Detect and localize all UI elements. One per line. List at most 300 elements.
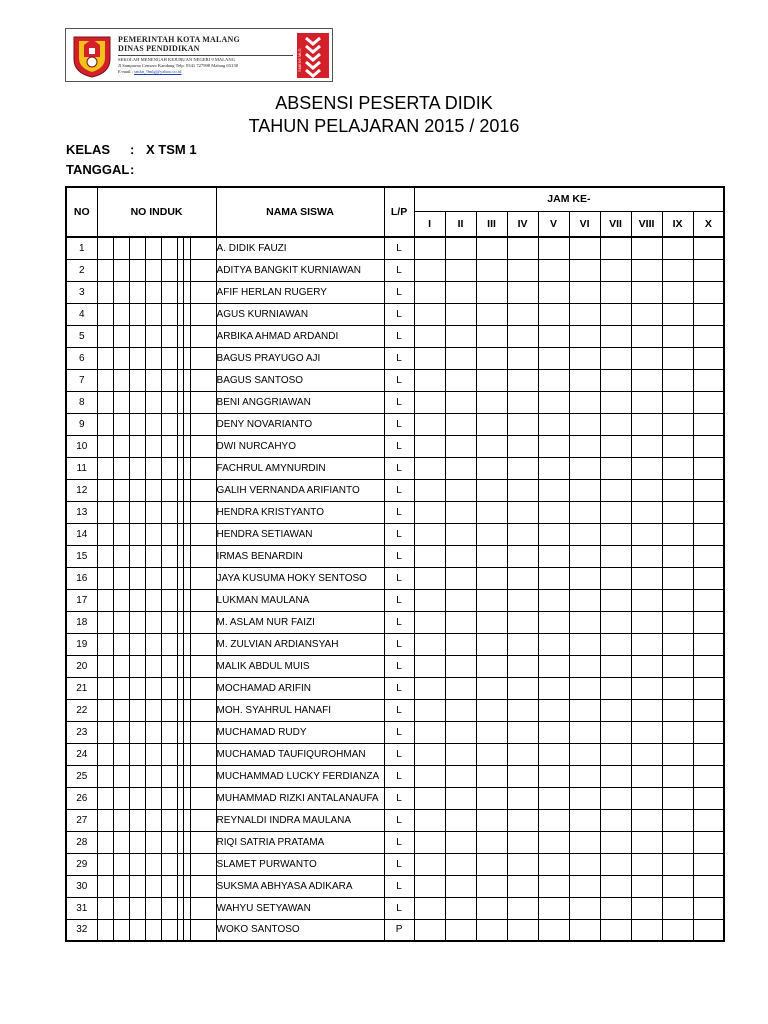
no-induk-digit-cell[interactable] xyxy=(129,523,145,545)
no-induk-digit-cell[interactable] xyxy=(161,523,177,545)
attendance-cell-jam-6[interactable] xyxy=(569,413,600,435)
no-induk-digit-cell[interactable] xyxy=(113,633,129,655)
no-induk-digit-cell[interactable] xyxy=(183,479,190,501)
attendance-cell-jam-5[interactable] xyxy=(538,633,569,655)
attendance-cell-jam-2[interactable] xyxy=(445,391,476,413)
attendance-cell-jam-6[interactable] xyxy=(569,523,600,545)
attendance-cell-jam-7[interactable] xyxy=(600,303,631,325)
no-induk-digit-cell[interactable] xyxy=(183,743,190,765)
no-induk-digit-cell[interactable] xyxy=(145,721,161,743)
no-induk-digit-cell[interactable] xyxy=(129,303,145,325)
no-induk-digit-cell[interactable] xyxy=(161,875,177,897)
attendance-cell-jam-10[interactable] xyxy=(693,809,724,831)
attendance-cell-jam-8[interactable] xyxy=(631,611,662,633)
attendance-cell-jam-6[interactable] xyxy=(569,259,600,281)
no-induk-digit-cell[interactable] xyxy=(161,787,177,809)
no-induk-digit-cell[interactable] xyxy=(129,721,145,743)
attendance-cell-jam-5[interactable] xyxy=(538,743,569,765)
attendance-cell-jam-9[interactable] xyxy=(662,853,693,875)
no-induk-digit-cell[interactable] xyxy=(190,787,216,809)
no-induk-digit-cell[interactable] xyxy=(183,765,190,787)
no-induk-digit-cell[interactable] xyxy=(145,325,161,347)
attendance-cell-jam-4[interactable] xyxy=(507,237,538,259)
no-induk-digit-cell[interactable] xyxy=(113,809,129,831)
no-induk-digit-cell[interactable] xyxy=(113,545,129,567)
no-induk-digit-cell[interactable] xyxy=(183,237,190,259)
no-induk-digit-cell[interactable] xyxy=(129,413,145,435)
attendance-cell-jam-10[interactable] xyxy=(693,325,724,347)
attendance-cell-jam-7[interactable] xyxy=(600,457,631,479)
attendance-cell-jam-1[interactable] xyxy=(414,391,445,413)
attendance-cell-jam-2[interactable] xyxy=(445,567,476,589)
no-induk-digit-cell[interactable] xyxy=(183,831,190,853)
no-induk-digit-cell[interactable] xyxy=(129,655,145,677)
no-induk-digit-cell[interactable] xyxy=(129,677,145,699)
no-induk-digit-cell[interactable] xyxy=(190,831,216,853)
attendance-cell-jam-3[interactable] xyxy=(476,897,507,919)
attendance-cell-jam-7[interactable] xyxy=(600,831,631,853)
attendance-cell-jam-1[interactable] xyxy=(414,259,445,281)
attendance-cell-jam-3[interactable] xyxy=(476,435,507,457)
attendance-cell-jam-6[interactable] xyxy=(569,237,600,259)
no-induk-digit-cell[interactable] xyxy=(129,897,145,919)
no-induk-digit-cell[interactable] xyxy=(183,259,190,281)
no-induk-digit-cell[interactable] xyxy=(190,765,216,787)
attendance-cell-jam-1[interactable] xyxy=(414,413,445,435)
no-induk-digit-cell[interactable] xyxy=(97,413,113,435)
attendance-cell-jam-10[interactable] xyxy=(693,391,724,413)
no-induk-digit-cell[interactable] xyxy=(97,391,113,413)
attendance-cell-jam-8[interactable] xyxy=(631,413,662,435)
no-induk-digit-cell[interactable] xyxy=(190,281,216,303)
no-induk-digit-cell[interactable] xyxy=(129,809,145,831)
attendance-cell-jam-5[interactable] xyxy=(538,897,569,919)
attendance-cell-jam-7[interactable] xyxy=(600,787,631,809)
attendance-cell-jam-8[interactable] xyxy=(631,457,662,479)
attendance-cell-jam-5[interactable] xyxy=(538,435,569,457)
attendance-cell-jam-7[interactable] xyxy=(600,281,631,303)
attendance-cell-jam-5[interactable] xyxy=(538,765,569,787)
no-induk-digit-cell[interactable] xyxy=(129,435,145,457)
attendance-cell-jam-3[interactable] xyxy=(476,919,507,941)
attendance-cell-jam-1[interactable] xyxy=(414,303,445,325)
attendance-cell-jam-1[interactable] xyxy=(414,765,445,787)
no-induk-digit-cell[interactable] xyxy=(145,875,161,897)
no-induk-digit-cell[interactable] xyxy=(161,655,177,677)
no-induk-digit-cell[interactable] xyxy=(161,479,177,501)
attendance-cell-jam-5[interactable] xyxy=(538,413,569,435)
no-induk-digit-cell[interactable] xyxy=(129,545,145,567)
no-induk-digit-cell[interactable] xyxy=(183,677,190,699)
no-induk-digit-cell[interactable] xyxy=(113,721,129,743)
attendance-cell-jam-3[interactable] xyxy=(476,457,507,479)
attendance-cell-jam-1[interactable] xyxy=(414,831,445,853)
no-induk-digit-cell[interactable] xyxy=(113,435,129,457)
attendance-cell-jam-5[interactable] xyxy=(538,457,569,479)
attendance-cell-jam-9[interactable] xyxy=(662,721,693,743)
attendance-cell-jam-10[interactable] xyxy=(693,897,724,919)
attendance-cell-jam-2[interactable] xyxy=(445,545,476,567)
no-induk-digit-cell[interactable] xyxy=(97,589,113,611)
attendance-cell-jam-7[interactable] xyxy=(600,721,631,743)
no-induk-digit-cell[interactable] xyxy=(161,237,177,259)
no-induk-digit-cell[interactable] xyxy=(97,677,113,699)
attendance-cell-jam-3[interactable] xyxy=(476,677,507,699)
attendance-cell-jam-10[interactable] xyxy=(693,765,724,787)
no-induk-digit-cell[interactable] xyxy=(183,875,190,897)
attendance-cell-jam-5[interactable] xyxy=(538,655,569,677)
no-induk-digit-cell[interactable] xyxy=(183,391,190,413)
attendance-cell-jam-6[interactable] xyxy=(569,501,600,523)
attendance-cell-jam-7[interactable] xyxy=(600,391,631,413)
attendance-cell-jam-7[interactable] xyxy=(600,237,631,259)
attendance-cell-jam-1[interactable] xyxy=(414,699,445,721)
no-induk-digit-cell[interactable] xyxy=(161,897,177,919)
attendance-cell-jam-8[interactable] xyxy=(631,325,662,347)
attendance-cell-jam-1[interactable] xyxy=(414,633,445,655)
attendance-cell-jam-1[interactable] xyxy=(414,875,445,897)
attendance-cell-jam-1[interactable] xyxy=(414,457,445,479)
no-induk-digit-cell[interactable] xyxy=(145,897,161,919)
attendance-cell-jam-10[interactable] xyxy=(693,479,724,501)
attendance-cell-jam-5[interactable] xyxy=(538,875,569,897)
attendance-cell-jam-3[interactable] xyxy=(476,633,507,655)
attendance-cell-jam-1[interactable] xyxy=(414,501,445,523)
attendance-cell-jam-9[interactable] xyxy=(662,743,693,765)
attendance-cell-jam-9[interactable] xyxy=(662,281,693,303)
attendance-cell-jam-10[interactable] xyxy=(693,919,724,941)
no-induk-digit-cell[interactable] xyxy=(161,853,177,875)
attendance-cell-jam-7[interactable] xyxy=(600,897,631,919)
no-induk-digit-cell[interactable] xyxy=(129,919,145,941)
attendance-cell-jam-7[interactable] xyxy=(600,699,631,721)
attendance-cell-jam-2[interactable] xyxy=(445,787,476,809)
attendance-cell-jam-8[interactable] xyxy=(631,721,662,743)
no-induk-digit-cell[interactable] xyxy=(183,281,190,303)
attendance-cell-jam-10[interactable] xyxy=(693,457,724,479)
no-induk-digit-cell[interactable] xyxy=(129,347,145,369)
no-induk-digit-cell[interactable] xyxy=(97,853,113,875)
attendance-cell-jam-4[interactable] xyxy=(507,281,538,303)
attendance-cell-jam-7[interactable] xyxy=(600,677,631,699)
no-induk-digit-cell[interactable] xyxy=(113,479,129,501)
attendance-cell-jam-10[interactable] xyxy=(693,259,724,281)
no-induk-digit-cell[interactable] xyxy=(129,787,145,809)
no-induk-digit-cell[interactable] xyxy=(97,435,113,457)
attendance-cell-jam-6[interactable] xyxy=(569,303,600,325)
attendance-cell-jam-2[interactable] xyxy=(445,501,476,523)
attendance-cell-jam-8[interactable] xyxy=(631,391,662,413)
attendance-cell-jam-1[interactable] xyxy=(414,611,445,633)
attendance-cell-jam-10[interactable] xyxy=(693,787,724,809)
attendance-cell-jam-7[interactable] xyxy=(600,347,631,369)
attendance-cell-jam-5[interactable] xyxy=(538,237,569,259)
attendance-cell-jam-2[interactable] xyxy=(445,897,476,919)
attendance-cell-jam-8[interactable] xyxy=(631,259,662,281)
attendance-cell-jam-1[interactable] xyxy=(414,743,445,765)
attendance-cell-jam-5[interactable] xyxy=(538,787,569,809)
attendance-cell-jam-1[interactable] xyxy=(414,435,445,457)
attendance-cell-jam-10[interactable] xyxy=(693,567,724,589)
no-induk-digit-cell[interactable] xyxy=(183,919,190,941)
attendance-cell-jam-4[interactable] xyxy=(507,567,538,589)
no-induk-digit-cell[interactable] xyxy=(190,457,216,479)
attendance-cell-jam-4[interactable] xyxy=(507,787,538,809)
attendance-cell-jam-7[interactable] xyxy=(600,809,631,831)
attendance-cell-jam-8[interactable] xyxy=(631,567,662,589)
no-induk-digit-cell[interactable] xyxy=(190,567,216,589)
attendance-cell-jam-10[interactable] xyxy=(693,721,724,743)
attendance-cell-jam-2[interactable] xyxy=(445,259,476,281)
no-induk-digit-cell[interactable] xyxy=(183,567,190,589)
attendance-cell-jam-4[interactable] xyxy=(507,875,538,897)
attendance-cell-jam-8[interactable] xyxy=(631,545,662,567)
attendance-cell-jam-3[interactable] xyxy=(476,765,507,787)
no-induk-digit-cell[interactable] xyxy=(145,677,161,699)
no-induk-digit-cell[interactable] xyxy=(113,853,129,875)
attendance-cell-jam-5[interactable] xyxy=(538,831,569,853)
attendance-cell-jam-7[interactable] xyxy=(600,875,631,897)
attendance-cell-jam-3[interactable] xyxy=(476,545,507,567)
no-induk-digit-cell[interactable] xyxy=(183,545,190,567)
attendance-cell-jam-9[interactable] xyxy=(662,611,693,633)
no-induk-digit-cell[interactable] xyxy=(183,809,190,831)
no-induk-digit-cell[interactable] xyxy=(113,567,129,589)
no-induk-digit-cell[interactable] xyxy=(145,303,161,325)
attendance-cell-jam-7[interactable] xyxy=(600,589,631,611)
no-induk-digit-cell[interactable] xyxy=(113,831,129,853)
no-induk-digit-cell[interactable] xyxy=(113,743,129,765)
no-induk-digit-cell[interactable] xyxy=(190,677,216,699)
attendance-cell-jam-3[interactable] xyxy=(476,325,507,347)
no-induk-digit-cell[interactable] xyxy=(183,303,190,325)
attendance-cell-jam-8[interactable] xyxy=(631,347,662,369)
no-induk-digit-cell[interactable] xyxy=(129,457,145,479)
attendance-cell-jam-9[interactable] xyxy=(662,677,693,699)
attendance-cell-jam-6[interactable] xyxy=(569,677,600,699)
attendance-cell-jam-9[interactable] xyxy=(662,875,693,897)
no-induk-digit-cell[interactable] xyxy=(183,721,190,743)
attendance-cell-jam-8[interactable] xyxy=(631,633,662,655)
attendance-cell-jam-9[interactable] xyxy=(662,457,693,479)
attendance-cell-jam-3[interactable] xyxy=(476,259,507,281)
no-induk-digit-cell[interactable] xyxy=(113,765,129,787)
attendance-cell-jam-9[interactable] xyxy=(662,897,693,919)
attendance-cell-jam-5[interactable] xyxy=(538,479,569,501)
attendance-cell-jam-3[interactable] xyxy=(476,369,507,391)
attendance-cell-jam-4[interactable] xyxy=(507,853,538,875)
no-induk-digit-cell[interactable] xyxy=(183,611,190,633)
no-induk-digit-cell[interactable] xyxy=(183,523,190,545)
attendance-cell-jam-8[interactable] xyxy=(631,501,662,523)
no-induk-digit-cell[interactable] xyxy=(190,699,216,721)
no-induk-digit-cell[interactable] xyxy=(97,809,113,831)
attendance-cell-jam-5[interactable] xyxy=(538,369,569,391)
attendance-cell-jam-9[interactable] xyxy=(662,633,693,655)
no-induk-digit-cell[interactable] xyxy=(113,347,129,369)
attendance-cell-jam-9[interactable] xyxy=(662,699,693,721)
no-induk-digit-cell[interactable] xyxy=(190,369,216,391)
no-induk-digit-cell[interactable] xyxy=(183,347,190,369)
no-induk-digit-cell[interactable] xyxy=(161,435,177,457)
attendance-cell-jam-3[interactable] xyxy=(476,501,507,523)
no-induk-digit-cell[interactable] xyxy=(145,523,161,545)
no-induk-digit-cell[interactable] xyxy=(129,831,145,853)
no-induk-digit-cell[interactable] xyxy=(190,501,216,523)
no-induk-digit-cell[interactable] xyxy=(113,325,129,347)
no-induk-digit-cell[interactable] xyxy=(183,501,190,523)
no-induk-digit-cell[interactable] xyxy=(190,875,216,897)
attendance-cell-jam-2[interactable] xyxy=(445,721,476,743)
no-induk-digit-cell[interactable] xyxy=(190,809,216,831)
attendance-cell-jam-1[interactable] xyxy=(414,897,445,919)
no-induk-digit-cell[interactable] xyxy=(145,633,161,655)
attendance-cell-jam-6[interactable] xyxy=(569,589,600,611)
attendance-cell-jam-6[interactable] xyxy=(569,281,600,303)
no-induk-digit-cell[interactable] xyxy=(145,545,161,567)
no-induk-digit-cell[interactable] xyxy=(129,325,145,347)
attendance-cell-jam-5[interactable] xyxy=(538,325,569,347)
attendance-cell-jam-3[interactable] xyxy=(476,787,507,809)
no-induk-digit-cell[interactable] xyxy=(145,765,161,787)
attendance-cell-jam-4[interactable] xyxy=(507,589,538,611)
no-induk-digit-cell[interactable] xyxy=(161,501,177,523)
attendance-cell-jam-5[interactable] xyxy=(538,699,569,721)
attendance-cell-jam-2[interactable] xyxy=(445,677,476,699)
attendance-cell-jam-10[interactable] xyxy=(693,347,724,369)
attendance-cell-jam-6[interactable] xyxy=(569,633,600,655)
no-induk-digit-cell[interactable] xyxy=(97,699,113,721)
attendance-cell-jam-2[interactable] xyxy=(445,875,476,897)
attendance-cell-jam-6[interactable] xyxy=(569,347,600,369)
attendance-cell-jam-2[interactable] xyxy=(445,237,476,259)
attendance-cell-jam-8[interactable] xyxy=(631,677,662,699)
attendance-cell-jam-5[interactable] xyxy=(538,567,569,589)
no-induk-digit-cell[interactable] xyxy=(97,347,113,369)
attendance-cell-jam-4[interactable] xyxy=(507,809,538,831)
attendance-cell-jam-6[interactable] xyxy=(569,809,600,831)
no-induk-digit-cell[interactable] xyxy=(190,853,216,875)
no-induk-digit-cell[interactable] xyxy=(161,677,177,699)
no-induk-digit-cell[interactable] xyxy=(113,237,129,259)
attendance-cell-jam-9[interactable] xyxy=(662,655,693,677)
attendance-cell-jam-10[interactable] xyxy=(693,831,724,853)
no-induk-digit-cell[interactable] xyxy=(97,369,113,391)
no-induk-digit-cell[interactable] xyxy=(190,435,216,457)
attendance-cell-jam-5[interactable] xyxy=(538,853,569,875)
no-induk-digit-cell[interactable] xyxy=(113,677,129,699)
attendance-cell-jam-6[interactable] xyxy=(569,743,600,765)
attendance-cell-jam-5[interactable] xyxy=(538,281,569,303)
no-induk-digit-cell[interactable] xyxy=(129,567,145,589)
attendance-cell-jam-5[interactable] xyxy=(538,589,569,611)
no-induk-digit-cell[interactable] xyxy=(129,479,145,501)
no-induk-digit-cell[interactable] xyxy=(183,435,190,457)
attendance-cell-jam-4[interactable] xyxy=(507,457,538,479)
attendance-cell-jam-4[interactable] xyxy=(507,391,538,413)
attendance-cell-jam-9[interactable] xyxy=(662,347,693,369)
attendance-cell-jam-7[interactable] xyxy=(600,611,631,633)
attendance-cell-jam-4[interactable] xyxy=(507,677,538,699)
attendance-cell-jam-4[interactable] xyxy=(507,721,538,743)
no-induk-digit-cell[interactable] xyxy=(97,281,113,303)
attendance-cell-jam-1[interactable] xyxy=(414,237,445,259)
no-induk-digit-cell[interactable] xyxy=(113,501,129,523)
attendance-cell-jam-5[interactable] xyxy=(538,809,569,831)
no-induk-digit-cell[interactable] xyxy=(129,589,145,611)
attendance-cell-jam-1[interactable] xyxy=(414,523,445,545)
no-induk-digit-cell[interactable] xyxy=(161,589,177,611)
attendance-cell-jam-2[interactable] xyxy=(445,369,476,391)
no-induk-digit-cell[interactable] xyxy=(161,391,177,413)
no-induk-digit-cell[interactable] xyxy=(145,479,161,501)
no-induk-digit-cell[interactable] xyxy=(161,281,177,303)
attendance-cell-jam-3[interactable] xyxy=(476,479,507,501)
attendance-cell-jam-8[interactable] xyxy=(631,897,662,919)
attendance-cell-jam-3[interactable] xyxy=(476,875,507,897)
attendance-cell-jam-5[interactable] xyxy=(538,347,569,369)
no-induk-digit-cell[interactable] xyxy=(161,809,177,831)
no-induk-digit-cell[interactable] xyxy=(97,721,113,743)
attendance-cell-jam-7[interactable] xyxy=(600,567,631,589)
attendance-cell-jam-8[interactable] xyxy=(631,919,662,941)
attendance-cell-jam-1[interactable] xyxy=(414,567,445,589)
no-induk-digit-cell[interactable] xyxy=(145,369,161,391)
attendance-cell-jam-5[interactable] xyxy=(538,501,569,523)
no-induk-digit-cell[interactable] xyxy=(97,479,113,501)
attendance-cell-jam-9[interactable] xyxy=(662,787,693,809)
attendance-cell-jam-5[interactable] xyxy=(538,303,569,325)
no-induk-digit-cell[interactable] xyxy=(190,523,216,545)
attendance-cell-jam-7[interactable] xyxy=(600,853,631,875)
attendance-cell-jam-4[interactable] xyxy=(507,325,538,347)
attendance-cell-jam-8[interactable] xyxy=(631,479,662,501)
attendance-cell-jam-3[interactable] xyxy=(476,237,507,259)
no-induk-digit-cell[interactable] xyxy=(97,259,113,281)
no-induk-digit-cell[interactable] xyxy=(190,303,216,325)
attendance-cell-jam-6[interactable] xyxy=(569,699,600,721)
no-induk-digit-cell[interactable] xyxy=(161,325,177,347)
attendance-cell-jam-2[interactable] xyxy=(445,281,476,303)
no-induk-digit-cell[interactable] xyxy=(183,457,190,479)
no-induk-digit-cell[interactable] xyxy=(145,281,161,303)
no-induk-digit-cell[interactable] xyxy=(161,567,177,589)
attendance-cell-jam-5[interactable] xyxy=(538,391,569,413)
no-induk-digit-cell[interactable] xyxy=(161,413,177,435)
attendance-cell-jam-6[interactable] xyxy=(569,875,600,897)
attendance-cell-jam-2[interactable] xyxy=(445,633,476,655)
no-induk-digit-cell[interactable] xyxy=(145,567,161,589)
no-induk-digit-cell[interactable] xyxy=(190,413,216,435)
attendance-cell-jam-10[interactable] xyxy=(693,435,724,457)
attendance-cell-jam-8[interactable] xyxy=(631,303,662,325)
attendance-cell-jam-9[interactable] xyxy=(662,237,693,259)
attendance-cell-jam-7[interactable] xyxy=(600,633,631,655)
attendance-cell-jam-5[interactable] xyxy=(538,545,569,567)
no-induk-digit-cell[interactable] xyxy=(145,457,161,479)
no-induk-digit-cell[interactable] xyxy=(97,457,113,479)
attendance-cell-jam-9[interactable] xyxy=(662,919,693,941)
attendance-cell-jam-4[interactable] xyxy=(507,919,538,941)
attendance-cell-jam-9[interactable] xyxy=(662,589,693,611)
attendance-cell-jam-3[interactable] xyxy=(476,567,507,589)
attendance-cell-jam-7[interactable] xyxy=(600,413,631,435)
no-induk-digit-cell[interactable] xyxy=(161,369,177,391)
no-induk-digit-cell[interactable] xyxy=(145,259,161,281)
attendance-cell-jam-3[interactable] xyxy=(476,743,507,765)
no-induk-digit-cell[interactable] xyxy=(113,589,129,611)
no-induk-digit-cell[interactable] xyxy=(113,457,129,479)
